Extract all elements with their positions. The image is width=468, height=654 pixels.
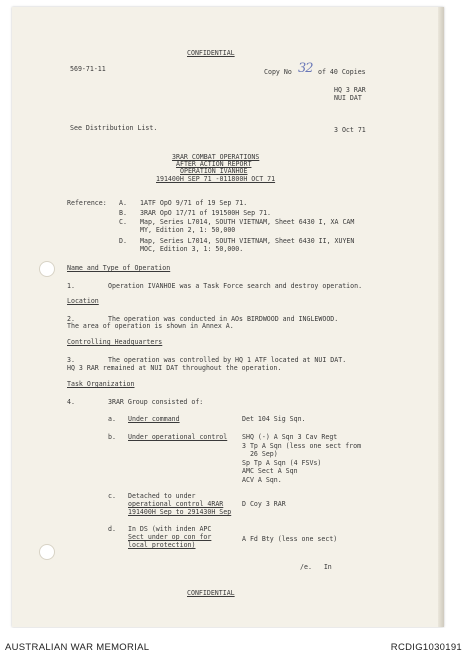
reference-label: Reference:: [67, 199, 107, 207]
task-org-letter: b.: [108, 433, 116, 441]
reference-text: Map, Series L7014, SOUTH VIETNAM, Sheet 6430 I, XA CAM: [140, 218, 355, 226]
reference-letter: A.: [119, 199, 127, 207]
task-org-value: 3 Tp A Sqn (less one sect from: [242, 442, 362, 450]
task-org-label: Under command: [128, 415, 180, 423]
task-org-label: operational control 4RAR: [128, 500, 224, 508]
section-heading: Name and Type of Operation: [67, 264, 171, 272]
copy-label: Copy No: [264, 68, 292, 76]
continuation-marker: /e. In: [300, 563, 332, 571]
footer-source: AUSTRALIAN WAR MEMORIAL: [5, 642, 150, 653]
section-heading: Controlling Headquarters: [67, 338, 163, 346]
punch-hole-top: [39, 261, 55, 277]
task-org-letter: d.: [108, 525, 116, 533]
distribution-line: See Distribution List.: [70, 124, 158, 132]
footer-record-id: RCDIG1030191: [390, 642, 462, 653]
task-org-label: 191400H Sep to 291430H Sep: [128, 508, 232, 516]
task-org-value: 26 Sep): [242, 450, 278, 458]
reference-letter: B.: [119, 209, 127, 217]
page-edge: [438, 7, 444, 627]
task-org-label: In DS (with inden APC: [128, 525, 212, 533]
section-text: The operation was conducted in AOs BIRDWOOD and INGLEWOOD.: [108, 315, 339, 323]
task-org-value: D Coy 3 RAR: [242, 500, 286, 508]
section-text: 3RAR Group consisted of:: [108, 398, 204, 406]
hq-line-2: NUI DAT: [334, 94, 362, 102]
punch-hole-bottom: [39, 544, 55, 560]
archive-footer: [0, 628, 468, 654]
task-org-letter: c.: [108, 492, 116, 500]
section-number: 3.: [67, 356, 75, 364]
task-org-value: Sp Tp A Sqn (4 FSVs): [242, 459, 322, 467]
reference-letter: D.: [119, 237, 127, 245]
section-text: Operation IVANHOE was a Task Force search and destroy operation.: [108, 282, 363, 290]
task-org-value: SHQ (-) A Sqn 3 Cav Regt: [242, 433, 338, 441]
section-number: 1.: [67, 282, 75, 290]
section-text: HQ 3 RAR remained at NUI DAT throughout the operation.: [67, 364, 282, 372]
task-org-value: A Fd Bty (less one sect): [242, 535, 338, 543]
title-line-2: AFTER ACTION REPORT: [176, 160, 252, 168]
reference-text: 3RAR OpO 17/71 of 191500H Sep 71.: [140, 209, 272, 217]
classification-top: CONFIDENTIAL: [187, 49, 235, 57]
reference-text: MY, Edition 2, 1: 50,000: [140, 226, 236, 234]
task-org-value: AMC Sect A Sqn: [242, 467, 298, 475]
task-org-value: Det 104 Sig Sqn.: [242, 415, 306, 423]
task-org-label: Under operational control: [128, 433, 228, 441]
classification-bottom: CONFIDENTIAL: [187, 589, 235, 597]
reference-letter: C.: [119, 218, 127, 226]
section-text: The operation was controlled by HQ 1 ATF located at NUI DAT.: [108, 356, 347, 364]
task-org-value: ACV A Sqn.: [242, 476, 282, 484]
document-date: 3 Oct 71: [334, 126, 366, 134]
copy-number-handwritten: 32: [298, 61, 313, 76]
task-org-label: Detached to under: [128, 492, 196, 500]
section-number: 4.: [67, 398, 75, 406]
hq-line-1: HQ 3 RAR: [334, 86, 366, 94]
title-line-3: OPERATION IVANHOE: [180, 167, 248, 175]
task-org-label: Sect under op con for: [128, 533, 212, 541]
section-heading: Task Organization: [67, 380, 135, 388]
title-line-1: 3RAR COMBAT OPERATIONS: [172, 153, 260, 161]
task-org-label: local protection): [128, 541, 196, 549]
section-text: The area of operation is shown in Annex A.: [67, 322, 234, 330]
file-reference: 569-71-11: [70, 65, 106, 73]
reference-text: Map, Series L7014, SOUTH VIETNAM, Sheet 6430 II, XUYEN: [140, 237, 355, 245]
task-org-letter: a.: [108, 415, 116, 423]
reference-text: 1ATF OpO 9/71 of 19 Sep 71.: [140, 199, 248, 207]
copy-total: of 40 Copies: [318, 68, 366, 76]
section-heading: Location: [67, 297, 99, 305]
section-number: 2.: [67, 315, 75, 323]
reference-text: MOC, Edition 3, 1: 50,000.: [140, 245, 244, 253]
title-line-4: 191400H SEP 71 -011800H OCT 71: [156, 175, 276, 183]
